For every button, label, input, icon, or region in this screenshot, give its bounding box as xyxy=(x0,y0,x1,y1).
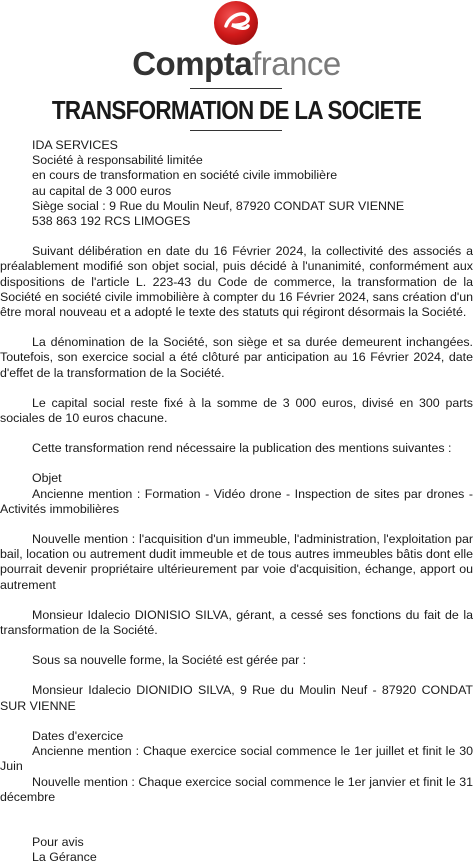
dates-heading: Dates d'exercice xyxy=(32,728,124,743)
objet-heading: Objet xyxy=(32,471,62,486)
paragraph-capital: Le capital social reste fixé à la somme de 3 000 euros, divisé en 300 parts sociales de 10 euros chacune. xyxy=(0,395,473,426)
title-rule-top xyxy=(190,88,282,89)
notice-body xyxy=(0,138,473,865)
company-capital: au capital de 3 000 euros xyxy=(32,183,172,198)
company-rcs: 538 863 192 RCS LIMOGES xyxy=(32,214,191,229)
brand-wordmark xyxy=(0,44,473,84)
dates-new-mention: Nouvelle mention : Chaque exercice social commence le 1er janvier et finit le 31 décembre xyxy=(0,774,473,804)
paragraph-new-manager: Monsieur Idalecio DIONIDIO SILVA, 9 Rue du Moulin Neuf - 87920 CONDAT SUR VIENNE xyxy=(0,683,473,713)
closing-la-gerance: La Gérance xyxy=(32,850,97,865)
paragraph-publication: Cette transformation rend nécessaire la publication des mentions suivantes : xyxy=(32,441,452,456)
closing-pour-avis: Pour avis xyxy=(32,834,84,849)
paragraph-denomination: La dénomination de la Société, son siège et sa durée demeurent inchangées. Toutefois, son exercice social a été clôturé par anticipation au 16 Février 2024, date d'effet de la transformation de la Société. xyxy=(0,335,473,380)
objet-old-mention: Ancienne mention : Formation - Vidéo drone - Inspection de sites par drones - Activités immobilières xyxy=(0,486,473,516)
comptafrance-logo-icon xyxy=(210,0,262,46)
objet-new-mention: Nouvelle mention : l'acquisition d'un immeuble, l'administration, l'exploitation par bail, location ou autrement dudit immeuble et de tous autres immeubles bâtis dont elle pourrait devenir propriétaire ultérieurement par voie d'acquisition, échange, apport ou autrement xyxy=(0,532,473,592)
company-header xyxy=(0,138,473,229)
company-form: Société à responsabilité limitée xyxy=(32,153,203,168)
company-name: IDA SERVICES xyxy=(32,138,118,152)
brand-wordmark-strong: Compta xyxy=(132,45,253,82)
paragraph-new-form: Sous sa nouvelle forme, la Société est gérée par : xyxy=(32,653,307,668)
paragraph-deliberation: Suivant délibération en date du 16 Février 2024, la collectivité des associés a préalablement modifié son objet social, puis décidé à l'unanimité, conformément aux dispositions de l'article L. 223-43 du Code de commerce, la transformation de la Société en société civile immobilière à compter du 16 Février 2024, sans création d'un être moral nouveau et a adopté le texte des statuts qui régiront désormais la Société. xyxy=(0,244,473,320)
notice-title: TRANSFORMATION DE LA SOCIETE xyxy=(51,97,422,125)
paragraph-manager-end: Monsieur Idalecio DIONISIO SILVA, gérant, a cessé ses fonctions du fait de la transformation de la Société. xyxy=(0,607,473,638)
title-rule-bottom xyxy=(190,130,282,131)
brand-wordmark-light: france xyxy=(252,45,341,82)
dates-old-mention: Ancienne mention : Chaque exercice social commence le 1er juillet et finit le 30 Juin xyxy=(0,744,473,774)
company-seat: Siège social : 9 Rue du Moulin Neuf, 87920 CONDAT SUR VIENNE xyxy=(32,198,405,213)
company-transformation: en cours de transformation en société civile immobilière xyxy=(32,168,338,183)
